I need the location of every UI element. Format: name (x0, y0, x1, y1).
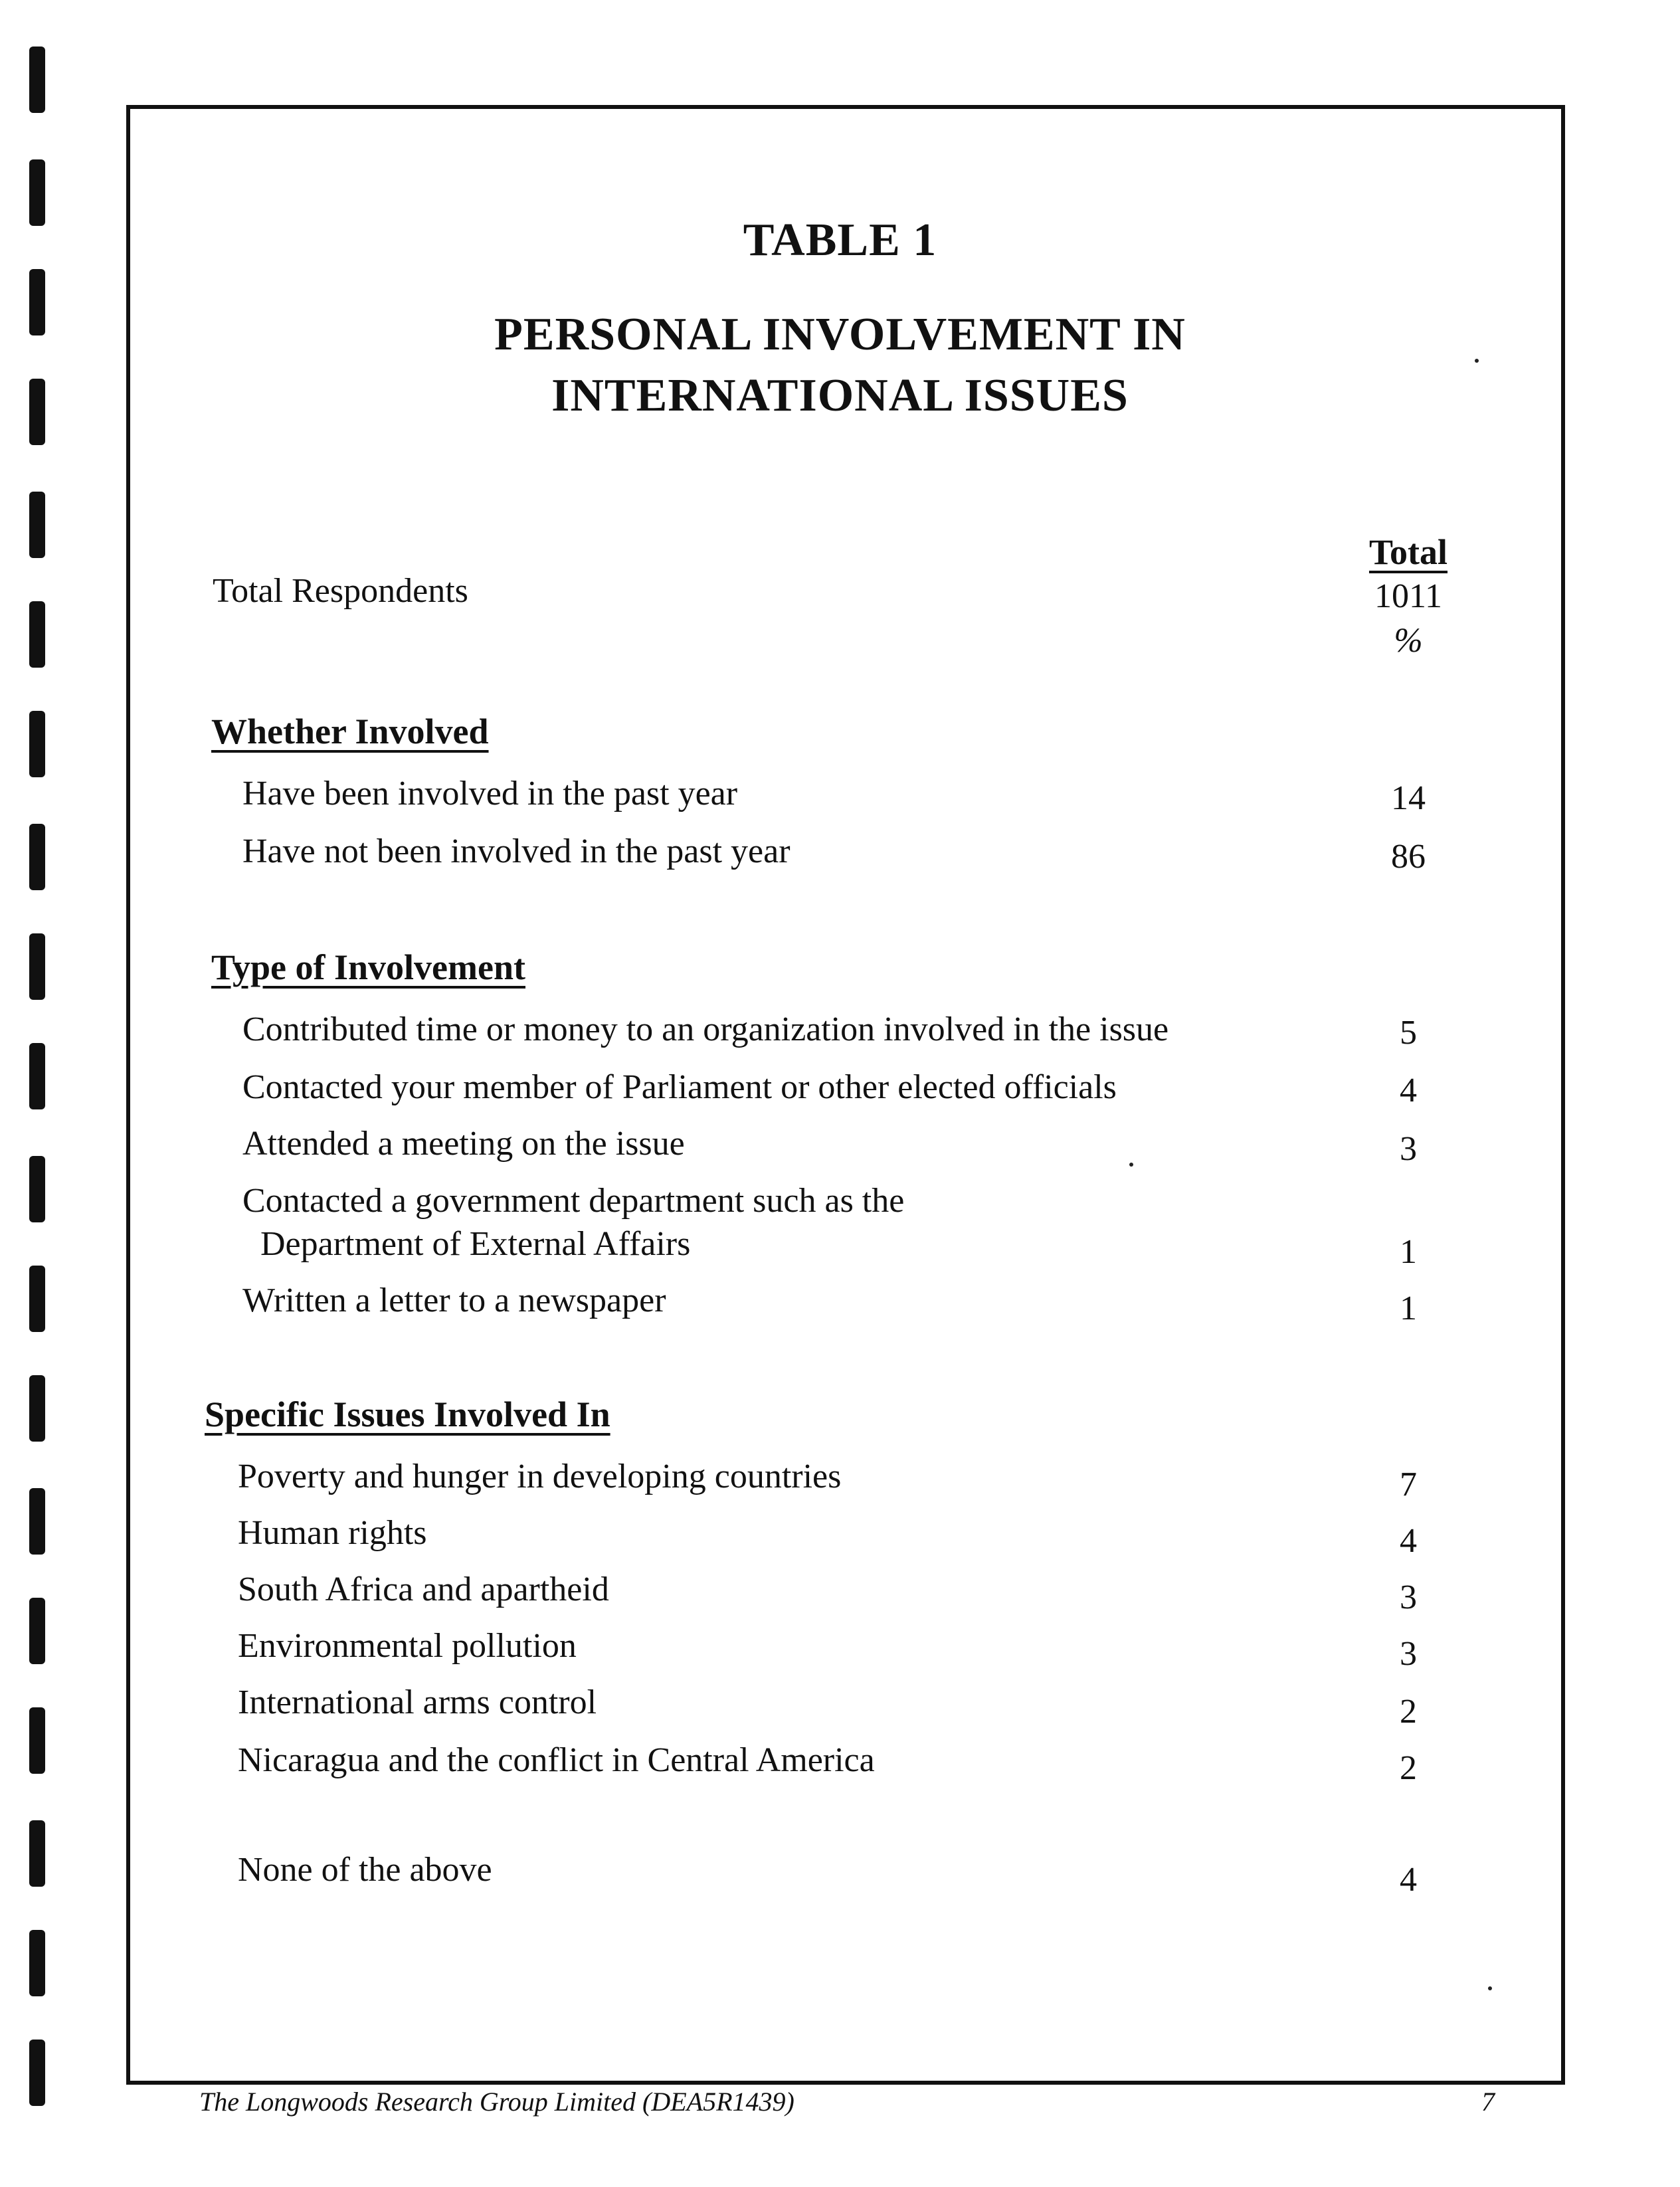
row-label: Written a letter to a newspaper (242, 1282, 666, 1319)
row-label: Have been involved in the past year (242, 775, 738, 812)
row-label: Environmental pollution (238, 1627, 577, 1665)
binding-hole (29, 2040, 45, 2106)
none-value: 4 (1400, 1861, 1417, 1899)
row-value: 1 (1400, 1289, 1417, 1327)
row-value: 2 (1400, 1749, 1417, 1787)
row-label-continued: Department of External Affairs (260, 1225, 691, 1263)
binding-hole (29, 1156, 45, 1222)
binding-hole (29, 1375, 45, 1442)
row-label: Attended a meeting on the issue (242, 1125, 685, 1163)
binding-hole (29, 1707, 45, 1774)
row-label: Poverty and hunger in developing countries (238, 1458, 842, 1495)
row-value: 14 (1391, 779, 1426, 817)
page-number: 7 (1481, 2087, 1495, 2117)
row-label: Contacted a government department such as the (242, 1182, 905, 1220)
binding-hole (29, 1930, 45, 1996)
row-value: 5 (1400, 1014, 1417, 1052)
row-value: 4 (1400, 1072, 1417, 1109)
section-heading-specific: Specific Issues Involved In (205, 1394, 610, 1434)
binding-hole (29, 824, 45, 890)
row-value: 4 (1400, 1522, 1417, 1560)
binding-hole (29, 1043, 45, 1109)
respondents-label: Total Respondents (213, 572, 468, 610)
row-value: 1 (1400, 1233, 1417, 1271)
row-value: 2 (1400, 1693, 1417, 1731)
row-value: 86 (1391, 838, 1426, 876)
row-label: Nicaragua and the conflict in Central America (238, 1741, 875, 1779)
row-value: 3 (1400, 1130, 1417, 1168)
none-label: None of the above (238, 1851, 492, 1889)
section-heading-whether: Whether Involved (211, 712, 489, 751)
row-label: Human rights (238, 1514, 427, 1552)
row-value: 7 (1400, 1466, 1417, 1503)
binding-hole (29, 1598, 45, 1664)
row-label: International arms control (238, 1683, 597, 1721)
row-label: Contacted your member of Parliament or other elected officials (242, 1068, 1117, 1106)
binding-hole (29, 933, 45, 1000)
title-line-1: PERSONAL INVOLVEMENT IN (494, 309, 1186, 360)
binding-hole (29, 711, 45, 777)
binding-hole (29, 1488, 45, 1555)
table-title (0, 304, 1680, 427)
row-label: Contributed time or money to an organization involved in the issue (242, 1010, 1169, 1048)
section-heading-type: Type of Involvement (211, 947, 525, 987)
scan-speck (1129, 1163, 1133, 1167)
row-label: Have not been involved in the past year (242, 832, 791, 870)
percent-unit: % (1394, 622, 1423, 660)
row-value: 3 (1400, 1578, 1417, 1616)
title-line-2: INTERNATIONAL ISSUES (551, 370, 1129, 421)
binding-hole (29, 1820, 45, 1887)
respondents-base: 1011 (1374, 577, 1443, 615)
row-value: 3 (1400, 1635, 1417, 1673)
binding-hole (29, 1266, 45, 1332)
footer-organization: The Longwoods Research Group Limited (DEA5R1439) (199, 2087, 794, 2117)
binding-hole (29, 47, 45, 113)
column-header: Total (1368, 532, 1448, 572)
scan-speck (1488, 1986, 1492, 1990)
table-label: TABLE 1 (743, 215, 937, 266)
binding-hole (29, 492, 45, 558)
row-label: South Africa and apartheid (238, 1570, 609, 1608)
binding-hole (29, 601, 45, 668)
